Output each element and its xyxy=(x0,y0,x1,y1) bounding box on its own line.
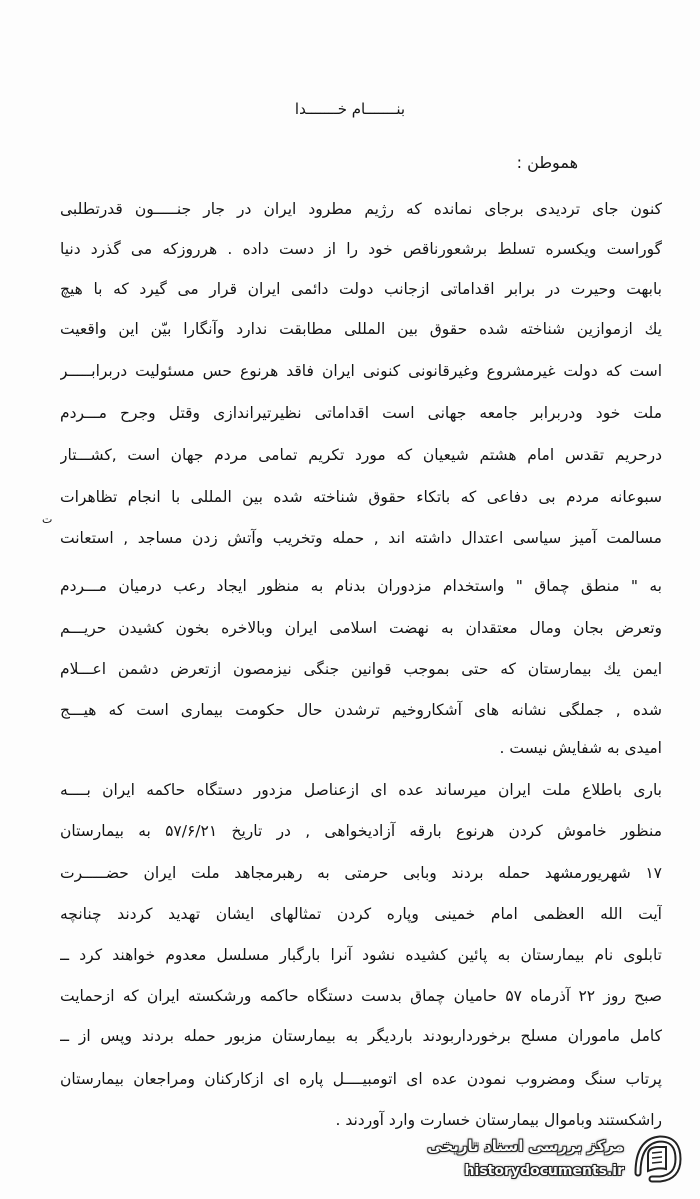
book-arch-logo-icon xyxy=(632,1133,684,1185)
body-line: کنون جای تردیدی برجای نمانده که رژیم مطرود ایران در جار جنـــــون قدرتطلبی xyxy=(60,200,662,218)
body-line: راشکستند وباموال بیمارستان خسارت وارد آوردند . xyxy=(335,1111,662,1129)
body-line: به " منطق چماق " واستخدام مزدوران بدنام به منظور ایجاد رعب درمیان مـــردم xyxy=(60,577,662,595)
body-line: منظور خاموش کردن هرنوع بارقه آزادیخواهی , در تاریخ ۵۷/۶/۲۱ به بیمارستان xyxy=(60,822,662,840)
body-line: صبح روز ۲۲ آذرماه ۵۷ حامیان چماق بدست دستگاه حاکمه ورشکسته ایران که ازحمایت xyxy=(60,987,662,1005)
body-line: درحریم تقدس امام هشتم شیعیان که مورد تکریم تمامی مردم جهان است ,کشـــتار xyxy=(60,446,662,464)
body-line: کامل ماموران مسلح برخورداربودند باردیگر به بیمارستان مزبور حمله بردند وپس از ــ xyxy=(60,1027,662,1045)
body-line: وتعرض بجان ومال معتقدان به نهضت اسلامی ایران وبالاخره بخون کشیدن حریـــم xyxy=(60,619,662,637)
watermark-title: مرکز بررسی اسناد تاریخی xyxy=(427,1137,624,1155)
body-line: ملت خود ودربرابر جامعه جهانی است اقداماتی نظیرتیراندازی وقتل وجرح مـــردم xyxy=(60,404,662,422)
body-line: گوراست ویکسره تسلط برشعورناقص خود را از دست داده . هرروزکه می گذرد دنیا xyxy=(60,240,662,258)
body-line: شده , جملگی نشانه های آشکاروخیم ترشدن حال حکومت بیماری است که هیـــج xyxy=(60,701,662,719)
body-line: یك ازموازین شناخته شده حقوق بین المللی مطابقت ندارد وآنگارا بیّن این واقعیت xyxy=(60,320,662,338)
body-line: مسالمت آمیز سیاسی اعتدال داشته اند , حمله وتخریب وآتش زدن مساجد , استعانت xyxy=(60,529,662,547)
body-line: ۱۷ شهریورمشهد حمله بردند وبابی حرمتی به رهبرمجاهد ملت ایران حضـــــرت xyxy=(60,864,662,882)
body-line: پرتاب سنگ ومضروب نمودن عده ای اتومبیــــل پاره ای ازکارکنان ومراجعان بیمارستان xyxy=(60,1070,662,1088)
watermark xyxy=(392,1129,692,1191)
body-line: است که دولت غیرمشروع وغیرقانونی کنونی ایران فاقد هرنوع حس مسئولیت دربرابـــــر xyxy=(60,362,662,380)
body-line: تابلوی نام بیمارستان به پائین کشیده نشود آنرا بارگبار مسلسل معدوم خواهند کرد ــ xyxy=(60,946,662,964)
body-line: سبوعانه مردم بی دفاعی که باتکاء حقوق شناخته شده بین المللی با انجام تظاهرات xyxy=(60,488,662,506)
body-line: آیت الله العظمی امام خمینی وپاره کردن تمثالهای ایشان تهدید کردند چنانچه xyxy=(60,905,662,923)
body-line: باری باطلاع ملت ایران میرساند عده ای ازعناصل مزدور دستگاه حاکمه ایران بــــه xyxy=(60,781,662,799)
watermark-url: historydocuments.ir xyxy=(464,1163,624,1179)
salutation: هموطن : xyxy=(516,153,578,172)
body-line: ایمن یك بیمارستان که حتی بموجب قوانین جنگی نیزمصون ازتعرض دشمن اعـــلام xyxy=(60,660,662,678)
document-title: بنـــــــام خـــــــدا xyxy=(294,100,406,118)
body-line: امیدی به شفایش نیست . xyxy=(499,739,662,757)
margin-note: ت xyxy=(42,513,53,526)
body-line: بابهت وحیرت در برابر اقداماتی ازجانب دولت دائمی ایران قرار می گیرد که با هیچ xyxy=(60,280,662,298)
